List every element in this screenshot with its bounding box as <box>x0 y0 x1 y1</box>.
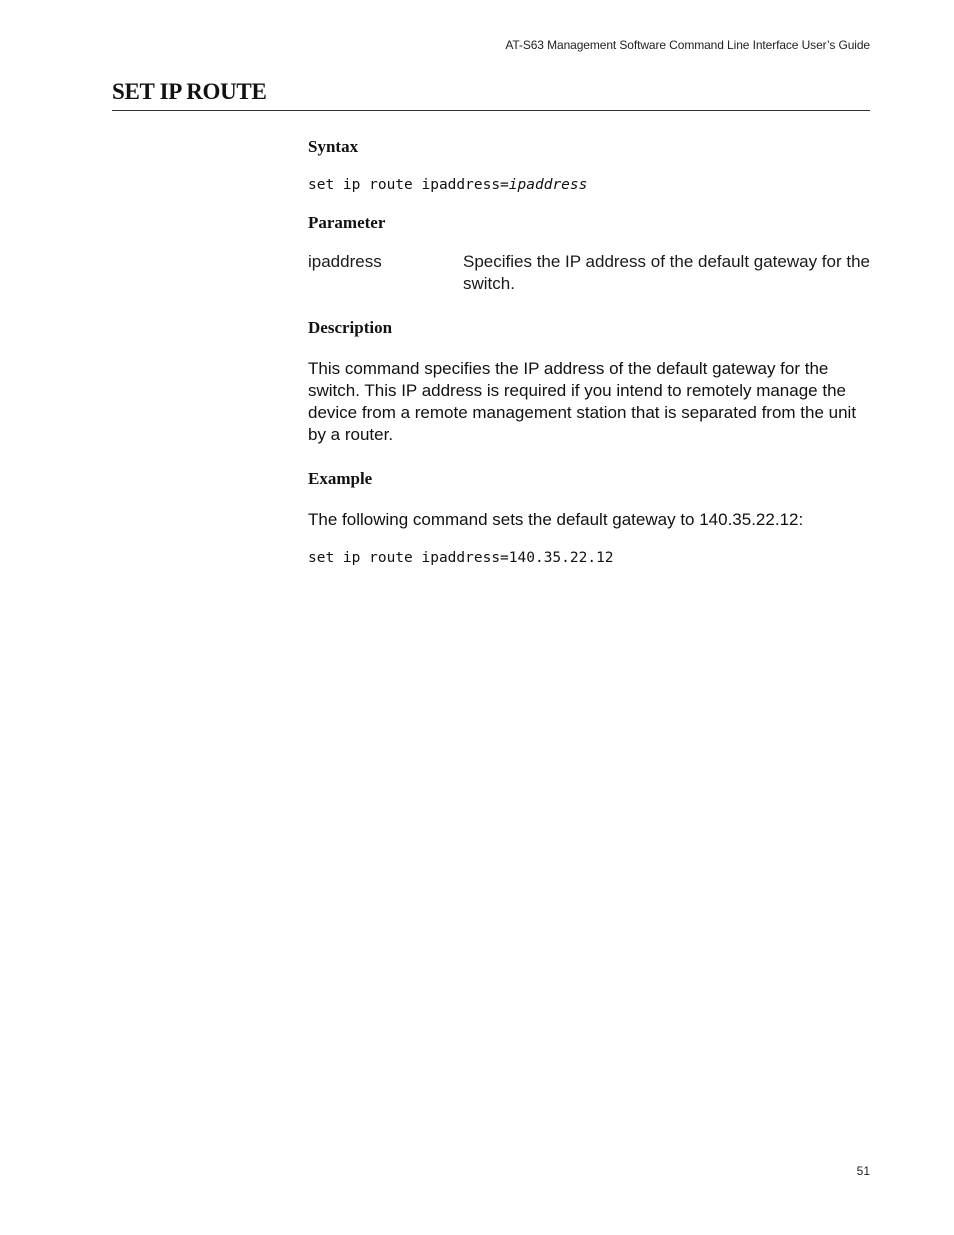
parameter-description: Specifies the IP address of the default gateway for the switch. <box>463 252 870 293</box>
syntax-command <box>308 175 870 195</box>
parameter-name: ipaddress <box>308 252 382 271</box>
description-text: This command specifies the IP address of the default gateway for the switch. This IP address is required if you intend to remotely manage the device from a remote management station that is separated from the unit by a router. <box>308 359 857 444</box>
title-rule <box>112 110 870 111</box>
content-column <box>308 136 870 568</box>
example-command: set ip route ipaddress=140.35.22.12 <box>308 550 614 566</box>
page-number: 51 <box>856 1164 870 1178</box>
parameter-heading: Parameter <box>308 213 386 232</box>
syntax-command-arg: ipaddress <box>508 177 588 193</box>
syntax-heading: Syntax <box>308 137 359 156</box>
parameter-row <box>308 251 870 295</box>
example-text: The following command sets the default gateway to 140.35.22.12: <box>308 510 804 529</box>
running-header: AT-S63 Management Software Command Line Interface User’s Guide <box>505 38 870 52</box>
example-heading: Example <box>308 469 373 488</box>
page-title: SET IP ROUTE <box>112 79 267 104</box>
description-heading: Description <box>308 318 393 337</box>
syntax-command-prefix: set ip route ipaddress= <box>308 177 509 193</box>
